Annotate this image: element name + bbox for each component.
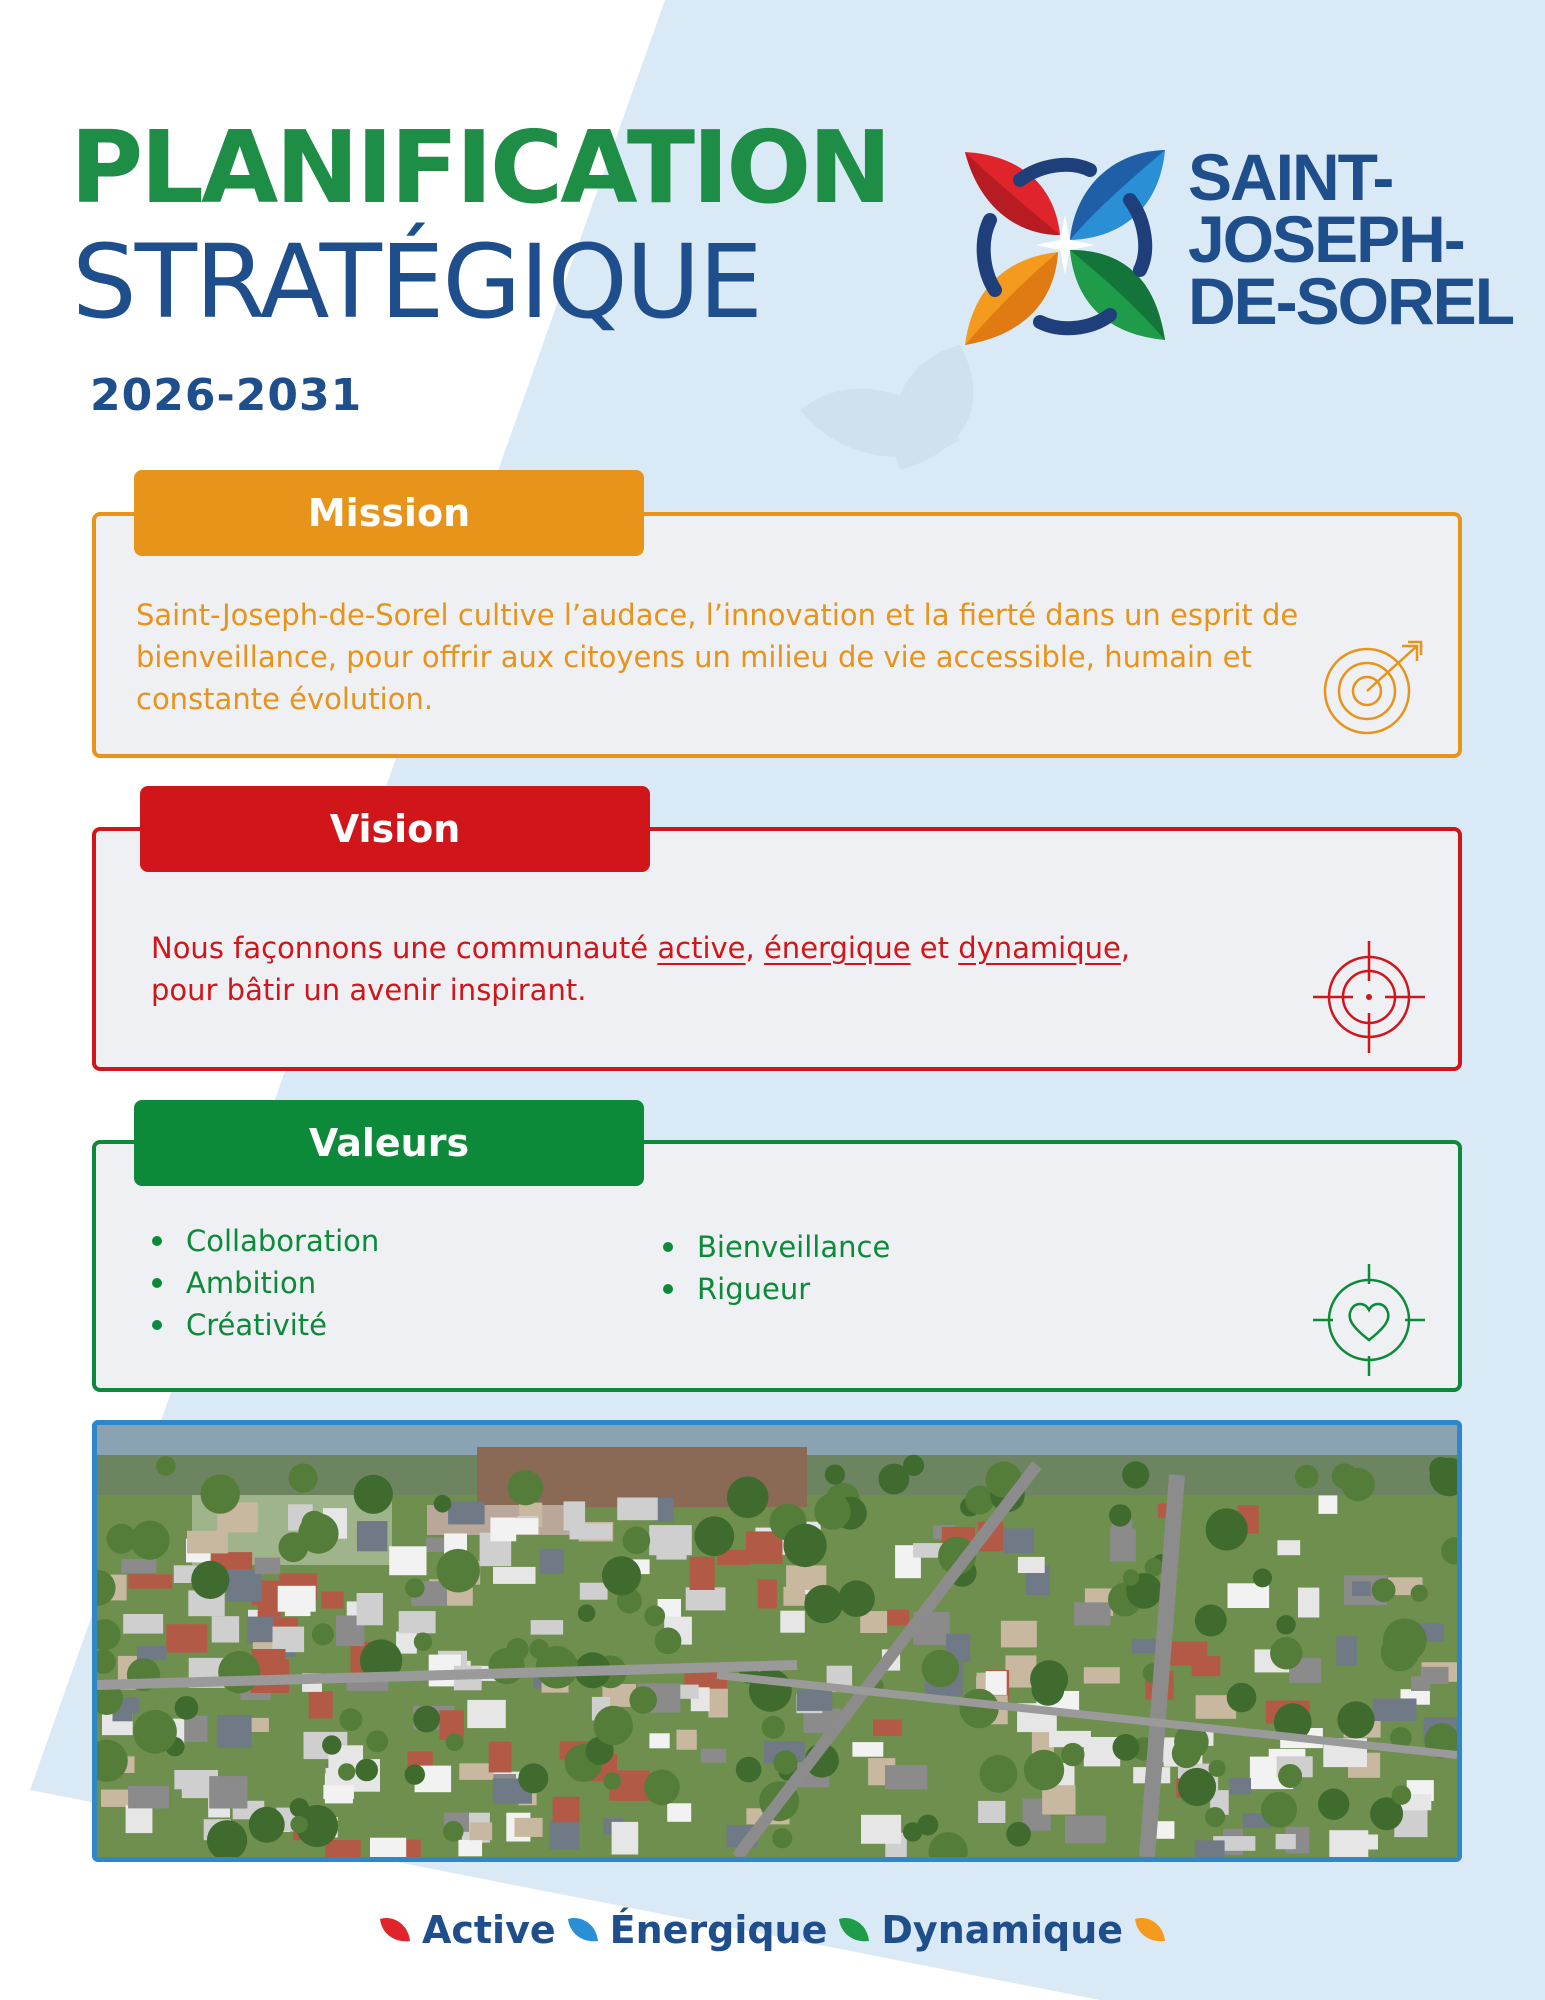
tree — [1113, 1734, 1140, 1761]
logo-wordmark — [1188, 140, 1514, 338]
house-roof — [885, 1765, 927, 1789]
tree — [1270, 1637, 1302, 1669]
tree — [106, 1524, 136, 1554]
mission-text: Saint-Joseph-de-Sorel cultive l’audace, l’innovation et la fierté dans un esprit de bienveillance, pour offrir aux citoyens un milieu de vie accessible, humain et constante évolution. — [136, 598, 1299, 716]
house-roof — [121, 1559, 156, 1573]
tree — [1295, 1465, 1319, 1489]
tree — [1006, 1822, 1031, 1847]
house-roof — [550, 1821, 580, 1850]
municipal-logo — [960, 140, 1514, 360]
house-roof — [467, 1700, 506, 1728]
tree — [922, 1650, 960, 1688]
house-roof — [797, 1690, 832, 1711]
tree — [1172, 1739, 1201, 1768]
house-roof — [493, 1567, 536, 1584]
logo-line2: JOSEPH- — [1188, 202, 1464, 276]
house-roof — [1277, 1540, 1300, 1555]
tree — [1372, 1578, 1396, 1602]
house-roof — [489, 1742, 512, 1773]
tree — [1318, 1789, 1349, 1820]
tree — [594, 1706, 633, 1745]
house-roof — [309, 1691, 333, 1718]
tree — [414, 1633, 432, 1651]
value-item: Ambition — [148, 1262, 379, 1304]
tree — [322, 1735, 341, 1754]
house-roof — [978, 1801, 1005, 1823]
values-list-col2 — [659, 1226, 890, 1310]
tree — [980, 1755, 1018, 1793]
tree — [434, 1495, 452, 1513]
tree — [1276, 1615, 1295, 1634]
tree — [446, 1733, 464, 1751]
house-roof — [278, 1586, 316, 1612]
house-roof — [690, 1557, 715, 1590]
tree — [1061, 1743, 1084, 1766]
tree — [405, 1578, 425, 1598]
tree — [1024, 1750, 1064, 1790]
house-roof — [649, 1733, 669, 1748]
tree — [804, 1585, 842, 1623]
house-roof — [677, 1730, 697, 1750]
house-roof — [852, 1742, 883, 1757]
tree — [1227, 1683, 1257, 1713]
house-roof — [137, 1646, 167, 1660]
value-item: Bienveillance — [659, 1226, 890, 1268]
house-roof — [1319, 1495, 1338, 1514]
vision-word-active: active — [657, 931, 746, 965]
tree — [1205, 1807, 1225, 1827]
heart-crosshair-icon — [1311, 1262, 1427, 1378]
tagline-energique: Énergique — [609, 1908, 828, 1952]
tree — [783, 1524, 826, 1567]
house-roof — [370, 1838, 406, 1857]
tree — [694, 1516, 734, 1556]
tree — [338, 1763, 355, 1780]
house-roof — [1276, 1834, 1296, 1849]
aerial-town-photo — [92, 1420, 1462, 1862]
tree — [578, 1604, 596, 1622]
vision-text-part2: , — [745, 931, 764, 965]
tree — [436, 1549, 480, 1593]
tree — [1109, 1504, 1131, 1526]
tree — [1261, 1792, 1297, 1828]
house-roof — [708, 1689, 728, 1718]
blue-leaf-icon — [566, 1915, 600, 1945]
tree — [1253, 1568, 1272, 1587]
tree — [133, 1710, 177, 1754]
value-item: Rigueur — [659, 1268, 890, 1310]
tree — [727, 1477, 769, 1519]
house-roof — [580, 1583, 608, 1600]
tree — [825, 1465, 845, 1485]
house-roof — [448, 1502, 485, 1525]
vision-text-part4: , — [1120, 931, 1131, 965]
house-roof — [1373, 1699, 1417, 1722]
tree — [1337, 1701, 1374, 1738]
tree — [175, 1696, 199, 1720]
period-years: 2026-2031 — [90, 370, 363, 421]
tree — [518, 1763, 548, 1793]
tree — [629, 1686, 657, 1714]
tree — [644, 1770, 680, 1806]
house-roof — [531, 1620, 563, 1635]
tree — [405, 1764, 425, 1784]
page-title-line1: PLANIFICATION — [70, 109, 889, 226]
house-roof — [617, 1498, 658, 1521]
mission-header: Mission — [134, 470, 644, 556]
tree — [354, 1475, 393, 1514]
orange-leaf-icon — [1133, 1915, 1167, 1945]
house-roof — [1065, 1816, 1106, 1844]
house-roof — [612, 1822, 639, 1855]
house-roof — [325, 1840, 361, 1857]
tree — [655, 1628, 682, 1655]
house-roof — [1004, 1528, 1034, 1553]
pinwheel-leaves-logo-icon — [960, 140, 1170, 350]
house-roof — [470, 1822, 493, 1840]
tree — [1122, 1461, 1149, 1488]
valeurs-header: Valeurs — [134, 1100, 644, 1186]
house-roof — [1352, 1581, 1371, 1596]
crosshair-icon — [1311, 939, 1427, 1055]
tree — [772, 1828, 792, 1848]
tree — [773, 1750, 797, 1774]
tree — [903, 1822, 922, 1841]
house-roof — [123, 1614, 163, 1634]
house-roof — [458, 1840, 482, 1856]
tree — [312, 1623, 334, 1645]
house-roof — [1195, 1840, 1225, 1857]
house-roof — [553, 1797, 580, 1823]
house-roof — [273, 1627, 305, 1653]
tree — [1411, 1585, 1428, 1602]
house-roof — [1298, 1588, 1319, 1618]
tree — [218, 1651, 260, 1693]
house-roof — [686, 1587, 726, 1610]
tree — [1178, 1768, 1216, 1806]
aerial-town-illustration — [97, 1425, 1457, 1857]
house-roof — [357, 1521, 388, 1551]
house-roof — [515, 1818, 543, 1837]
house-roof — [540, 1549, 564, 1574]
tree — [1195, 1605, 1227, 1637]
house-roof — [780, 1611, 805, 1633]
house-roof — [217, 1715, 252, 1748]
house-roof — [701, 1749, 726, 1763]
tagline-dynamique: Dynamique — [881, 1908, 1124, 1952]
house-roof — [1329, 1830, 1368, 1857]
tree — [289, 1464, 318, 1493]
tree — [298, 1513, 338, 1553]
tree — [201, 1474, 240, 1513]
value-item: Collaboration — [148, 1220, 379, 1262]
house-roof — [187, 1531, 228, 1554]
page-title-line2: STRATÉGIQUE — [72, 223, 761, 342]
logo-line1: SAINT- — [1188, 140, 1393, 214]
tree — [903, 1455, 924, 1476]
tree — [602, 1556, 641, 1595]
house-roof — [1018, 1557, 1045, 1573]
tree — [1123, 1569, 1139, 1585]
tree — [644, 1606, 665, 1627]
vision-text-part1: Nous façonnons une communauté — [151, 931, 658, 965]
tree — [762, 1716, 785, 1739]
house-roof — [1001, 1621, 1037, 1648]
tree — [838, 1580, 875, 1617]
house-roof — [175, 1626, 201, 1641]
value-item: Créativité — [148, 1304, 379, 1346]
tree — [249, 1807, 285, 1843]
house-roof — [212, 1616, 239, 1642]
green-leaf-icon — [837, 1915, 871, 1945]
house-roof — [399, 1611, 436, 1633]
tagline-active: Active — [421, 1908, 556, 1952]
vision-text — [151, 927, 1251, 1011]
house-roof — [1421, 1667, 1449, 1684]
tree — [1381, 1633, 1419, 1671]
tree — [131, 1521, 170, 1560]
tree — [191, 1561, 229, 1599]
house-roof — [1167, 1642, 1207, 1666]
house-roof — [1074, 1602, 1110, 1625]
values-list-col1 — [148, 1220, 379, 1346]
tree — [340, 1708, 363, 1731]
tagline — [0, 1908, 1545, 1952]
house-roof — [323, 1785, 354, 1799]
tree — [736, 1757, 762, 1783]
tree — [366, 1730, 388, 1752]
house-roof — [126, 1805, 153, 1833]
vision-header: Vision — [140, 786, 650, 872]
tree — [1341, 1468, 1374, 1501]
house-roof — [1230, 1778, 1252, 1794]
tree — [1030, 1660, 1068, 1698]
house-roof — [861, 1815, 901, 1844]
red-leaf-icon — [378, 1915, 412, 1945]
tree — [603, 1772, 621, 1790]
tree — [443, 1821, 464, 1842]
house-roof — [128, 1574, 172, 1588]
house-roof — [986, 1671, 1007, 1695]
house-roof — [1336, 1636, 1357, 1666]
tree — [1278, 1764, 1302, 1788]
tree — [489, 1648, 525, 1684]
house-roof — [1084, 1667, 1120, 1683]
tree — [1206, 1508, 1248, 1550]
house-roof — [209, 1776, 247, 1808]
house-roof — [887, 1610, 909, 1626]
target-arrow-icon — [1322, 636, 1432, 736]
house-roof — [667, 1803, 691, 1822]
tree — [1392, 1785, 1412, 1805]
tree — [814, 1493, 850, 1529]
tree — [1429, 1457, 1452, 1480]
house-roof — [321, 1592, 343, 1609]
tree — [623, 1527, 651, 1555]
house-roof — [389, 1546, 426, 1575]
house-roof — [128, 1786, 169, 1809]
house-roof — [255, 1558, 281, 1575]
house-roof — [1110, 1529, 1136, 1562]
vision-word-energique: énergique — [763, 931, 911, 965]
tree — [156, 1456, 176, 1476]
house-roof — [564, 1501, 586, 1530]
tree — [355, 1759, 378, 1782]
vision-text-line2: pour bâtir un avenir inspirant. — [151, 973, 587, 1007]
logo-line3: DE-SOREL — [1188, 264, 1514, 338]
house-roof — [357, 1593, 383, 1625]
house-roof — [656, 1538, 686, 1559]
house-roof — [758, 1579, 777, 1608]
tree — [290, 1816, 308, 1834]
tree — [413, 1706, 440, 1733]
house-roof — [490, 1518, 516, 1542]
vision-text-part3: et — [910, 931, 959, 965]
tree — [508, 1470, 543, 1505]
house-roof — [873, 1720, 902, 1736]
vision-word-dynamique: dynamique — [958, 931, 1121, 965]
